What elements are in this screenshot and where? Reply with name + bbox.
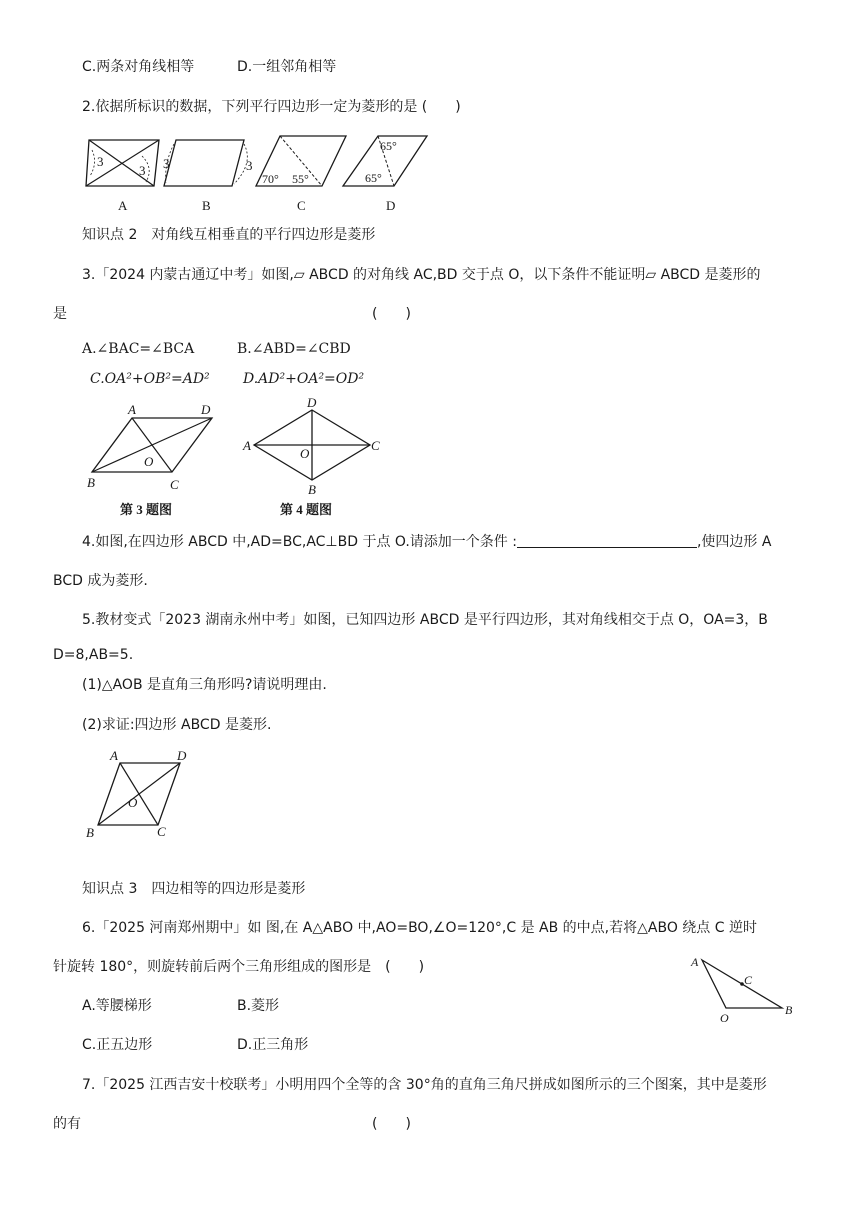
svg-text:C: C [744,973,753,987]
q7-line1: 7.「2025 江西吉安十校联考」小明用四个全等的含 30°角的直角三角尺拼成如图所示的三个图案，其中是菱形 [82,1077,767,1093]
q6-option-d: D.正三角形 [237,1037,309,1053]
svg-text:B: B [785,1003,793,1017]
knowledge-point-3: 知识点 3 四边相等的四边形是菱形 [82,881,306,897]
q2-c-angle-70: 70° [262,172,279,186]
q7-answer-paren: ( ) [372,1116,411,1132]
svg-text:O: O [720,1011,729,1025]
svg-text:C: C [157,824,166,839]
q2-d-angle-bottom: 65° [365,171,382,185]
svg-text:D: D [177,748,187,763]
q6-option-b: B.菱形 [237,998,280,1014]
q6-option-a: A.等腰梯形 [82,998,152,1014]
q3-stem-line1: 3.「2024 内蒙古通辽中考」如图,▱ ABCD 的对角线 AC,BD 交于点 O，以下条件不能证明▱ ABCD 是菱形的 [82,267,761,283]
q2-a-label-3-left: 3 [97,154,104,169]
svg-text:O: O [128,795,138,810]
q2-figure-c [256,136,346,213]
q4-answer-blank[interactable] [517,533,697,548]
svg-text:B: B [87,475,95,490]
q4-line2: BCD 成为菱形. [53,573,148,589]
q3-option-c: C.OA²+OB²=AD² [90,371,210,387]
svg-text:O: O [144,454,154,469]
svg-text:O: O [300,446,310,461]
q2-c-caption: C [297,198,306,213]
figure-4 [242,395,380,517]
svg-text:D: D [307,395,317,410]
q3-stem-line2: 是 [53,306,67,322]
svg-text:B: B [86,825,94,840]
q2-b-label-3-right: 3 [246,158,253,173]
q2-a-caption: A [118,198,128,213]
q2-figures [84,128,464,216]
q2-d-caption: D [386,198,396,213]
q5-line1: 5.教材变式「2023 湖南永州中考」如图，已知四边形 ABCD 是平行四边形，其对角线相交于点 O，OA=3，B [82,612,768,628]
svg-text:A: A [243,438,251,453]
q2-b-label-3-left: 3 [163,156,170,171]
q5-sub2: (2)求证:四边形 ABCD 是菱形. [82,717,272,733]
q2-figure-d [343,136,427,213]
q3-option-a: A.∠BAC=∠BCA [82,341,195,357]
q4-line1-suffix: ,使四边形 A [696,534,772,550]
q6-line1: 6.「2025 河南郑州期中」如 图,在 A△ABO 中,AO=BO,∠O=120°,C 是 AB 的中点,若将△ABO 绕点 C 逆时 [82,920,757,936]
figure-6 [688,950,798,1025]
q3-option-d: D.AD²+OA²=OD² [243,371,365,387]
q2-figure-a [86,140,159,213]
figures-3-4 [82,392,392,522]
svg-text:C: C [170,477,179,492]
q5-sub1: (1)△AOB 是直角三角形吗?请说明理由. [82,677,327,693]
q6-option-c: C.正五边形 [82,1037,153,1053]
q2-stem: 2.依据所标识的数据，下列平行四边形一定为菱形的是 ( ) [82,99,461,115]
svg-text:D: D [201,402,211,417]
q7-line2: 的有 [53,1116,81,1132]
q2-b-caption: B [202,198,211,213]
figure-4-caption: 第 4 题图 [280,502,333,517]
figure-5 [82,745,212,840]
q2-c-angle-55: 55° [292,172,309,186]
q2-figure-b [163,140,253,213]
q5-line2: D=8,AB=5. [53,647,134,663]
q6-line2: 针旋转 180°，则旋转前后两个三角形组成的图形是 ( ) [53,959,425,975]
svg-text:A: A [110,748,118,763]
svg-text:A: A [691,955,699,969]
q1-option-d: D.一组邻角相等 [237,59,337,75]
svg-text:C: C [371,438,380,453]
figure-3 [87,402,212,517]
q1-option-c: C.两条对角线相等 [82,59,195,75]
figure-3-caption: 第 3 题图 [120,502,173,517]
q4-line1 [82,532,771,552]
svg-text:B: B [308,482,316,497]
q2-d-angle-top: 65° [380,139,397,153]
q3-answer-paren: ( ) [372,306,411,322]
q4-line1-prefix: 4.如图,在四边形 ABCD 中,AD=BC,AC⊥BD 于点 O.请添加一个条件 : [82,534,517,550]
q2-a-label-3-right: 3 [139,163,146,178]
knowledge-point-2: 知识点 2 对角线互相垂直的平行四边形是菱形 [82,227,376,243]
svg-text:A: A [128,402,136,417]
q3-option-b: B.∠ABD=∠CBD [237,341,351,357]
